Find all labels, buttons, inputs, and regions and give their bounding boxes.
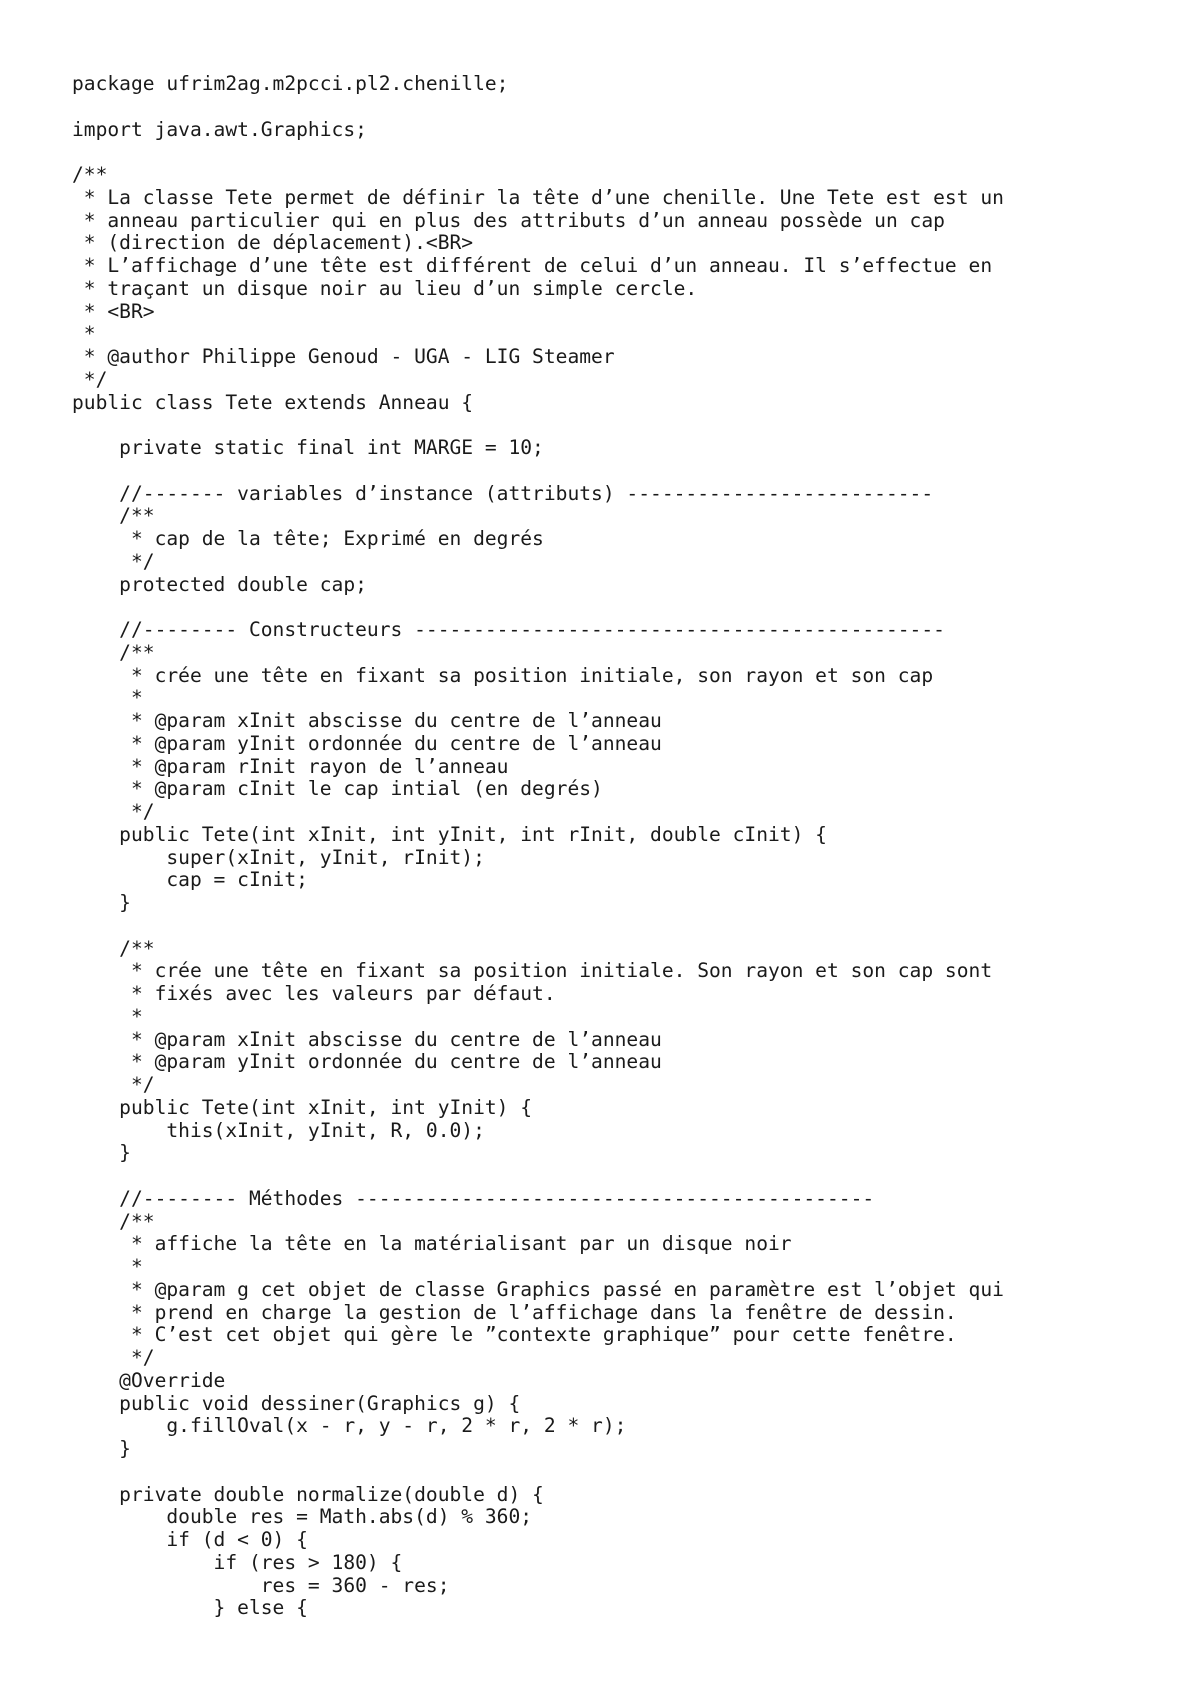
code-line: * L’affichage d’une tête est différent de celui d’un anneau. Il s’effectue en <box>72 254 993 277</box>
code-line: * @param cInit le cap intial (en degrés) <box>72 777 603 801</box>
code-line: } <box>72 1437 131 1460</box>
code-line: super(xInit, yInit, rInit); <box>72 845 485 869</box>
code-line: * La classe Tete permet de définir la tête d’une chenille. Une Tete est est un <box>72 185 1004 209</box>
code-line: protected double cap; <box>72 572 367 596</box>
code-line: * C’est cet objet qui gère le ”contexte graphique” pour cette fenêtre. <box>72 1323 957 1347</box>
code-line: public Tete(int xInit, int yInit) { <box>72 1095 533 1119</box>
code-line <box>72 414 1004 437</box>
code-line: /** <box>72 1209 155 1233</box>
code-line: public void dessiner(Graphics g) { <box>72 1391 521 1415</box>
code-line: public Tete(int xInit, int yInit, int rInit, double cInit) { <box>72 822 827 846</box>
code-line: } <box>72 891 131 914</box>
code-line: * crée une tête en fixant sa position initiale, son rayon et son cap <box>72 663 934 687</box>
code-line: * cap de la tête; Exprimé en degrés <box>72 527 544 550</box>
code-line: /** <box>72 936 155 960</box>
code-line: //------- variables d’instance (attributs) -------------------------- <box>72 481 934 505</box>
code-line <box>72 141 1004 164</box>
code-line: * @param yInit ordonnée du centre de l’anneau <box>72 1050 662 1074</box>
code-line: * (direction de déplacement).<BR> <box>72 231 474 255</box>
code-line <box>72 460 1004 483</box>
code-line: * prend en charge la gestion de l’affichage dans la fenêtre de dessin. <box>72 1300 957 1324</box>
code-line: cap = cInit; <box>72 868 308 892</box>
code-line: import java.awt.Graphics; <box>72 117 367 141</box>
code-line: */ <box>72 367 108 391</box>
code-line: if (d < 0) { <box>72 1528 308 1551</box>
code-line: */ <box>72 549 155 573</box>
code-line: * @param yInit ordonnée du centre de l’anneau <box>72 731 662 755</box>
code-line: /** <box>72 640 155 664</box>
code-line: * <BR> <box>72 299 155 323</box>
code-line <box>72 96 1004 119</box>
code-line: * @param g cet objet de classe Graphics passé en paramètre est l’objet qui <box>72 1277 1004 1301</box>
code-line: /** <box>72 504 155 528</box>
code-line: package ufrim2ag.m2pcci.pl2.chenille; <box>72 72 509 95</box>
code-line: * traçant un disque noir au lieu d’un simple cercle. <box>72 276 698 300</box>
code-line: * <box>72 1004 143 1028</box>
code-line: /** <box>72 163 108 186</box>
code-line: public class Tete extends Anneau { <box>72 390 474 414</box>
code-line: res = 360 - res; <box>72 1573 450 1597</box>
code-line: double res = Math.abs(d) % 360; <box>72 1505 533 1529</box>
code-line <box>72 915 1004 938</box>
code-line: */ <box>72 1346 155 1369</box>
code-line: g.fillOval(x - r, y - r, 2 * r, 2 * r); <box>72 1414 627 1438</box>
code-line <box>72 1165 1004 1188</box>
code-line: * @param rInit rayon de l’anneau <box>72 754 509 778</box>
code-line <box>72 1461 1004 1484</box>
code-line: * crée une tête en fixant sa position initiale. Son rayon et son cap sont <box>72 959 993 983</box>
code-line: * <box>72 1255 143 1278</box>
code-line: * @param xInit abscisse du centre de l’anneau <box>72 1027 662 1051</box>
code-line: * @author Philippe Genoud - UGA - LIG Steamer <box>72 345 615 368</box>
code-line: } <box>72 1141 131 1165</box>
code-line: * @param xInit abscisse du centre de l’anneau <box>72 709 662 732</box>
code-line: * fixés avec les valeurs par défaut. <box>72 982 556 1005</box>
code-listing <box>72 73 1004 1620</box>
code-line: //-------- Constructeurs --------------------------------------------- <box>72 618 945 641</box>
code-line: * affiche la tête en la matérialisant par un disque noir <box>72 1232 792 1256</box>
code-line: private static final int MARGE = 10; <box>72 436 544 459</box>
code-line: @Override <box>72 1368 226 1392</box>
code-line: */ <box>72 800 155 823</box>
code-line: this(xInit, yInit, R, 0.0); <box>72 1118 485 1142</box>
code-line: */ <box>72 1073 155 1096</box>
code-line: * anneau particulier qui en plus des attributs d’un anneau possède un cap <box>72 208 945 232</box>
code-line: //-------- Méthodes -------------------------------------------- <box>72 1186 875 1210</box>
code-line: * <box>72 322 96 346</box>
code-line: } else { <box>72 1596 308 1620</box>
code-line: private double normalize(double d) { <box>72 1482 544 1506</box>
code-line: if (res > 180) { <box>72 1550 403 1574</box>
code-line <box>72 596 1004 619</box>
code-line: * <box>72 686 143 710</box>
